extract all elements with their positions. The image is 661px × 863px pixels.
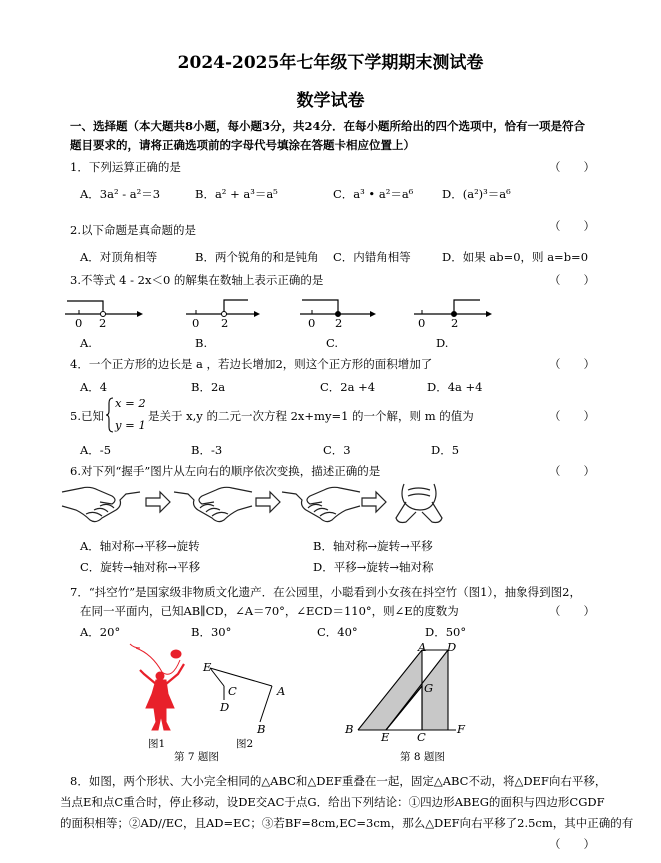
exam-subtitle: 数学试卷 [296,91,365,111]
q5-option-a: A．-5 [80,443,112,457]
q2-option-b: B．两个锐角的和是钝角 [195,250,319,264]
q4-answer-paren: （ ） [549,357,595,371]
q8-triangles-figure [350,644,466,736]
arrow-icon-3 [362,492,386,512]
q7-stem-line1: 7．“抖空竹”是国家级非物质文化遗产．在公园里，小聪看到小女孩在抖空竹（图1），抽象得到图2， [70,585,581,599]
q7-figure-caption: 第 7 题图 [174,751,219,763]
q7-label-b: B [257,722,266,736]
q5-answer-paren: （ ） [549,409,595,423]
q8-stem-line1: 8．如图，两个形状、大小完全相同的△ABC和△DEF重叠在一起，固定△ABC不动，将△DEF向右平移， [70,774,607,788]
exam-title: 2024-2025年七年级下学期期末测试卷 [177,53,484,73]
q6-answer-paren: （ ） [549,464,595,478]
q3-answer-paren: （ ） [549,273,595,287]
q3-option-d: D. [436,336,449,350]
q2-answer-paren: （ ） [549,219,595,233]
q1-option-d: D．(a²)³＝a⁶ [442,187,511,201]
q6-option-b: B．轴对称→旋转→平移 [313,539,433,553]
handshake-icon-3 [282,487,360,521]
q8-label-a: A [418,640,427,654]
q3d-zero-label: 0 [418,316,426,330]
fig2-label: 图2 [236,738,254,750]
q7-label-e: E [203,660,212,674]
q4-option-d: D．4a +4 [427,380,483,394]
q1-option-a: A．3a² - a²＝3 [80,187,161,201]
q3c-zero-label: 0 [308,316,316,330]
q7-option-b: B．30° [191,625,232,639]
diabolo-girl-figure [126,642,202,736]
q7-stem-line2: 在同一平面内，已知AB∥CD，∠A＝70°，∠ECD＝110°，则∠E的度数为 [80,604,459,618]
arrow-icon-1 [146,492,170,512]
q7-geometry-figure [200,658,294,740]
q8-stem-line2: 当点E和点C重合时，停止移动，设DE交AC于点G．给出下列结论：①四边形ABEG的面积与四边形CGDF [60,795,605,809]
q5-option-c: C．3 [323,443,351,457]
q3d-two-label: 2 [451,316,459,330]
q8-label-g: G [424,681,434,695]
handshake-images [60,480,460,528]
handshake-icon-1 [62,487,140,521]
q6-stem: 6.对下列“握手”图片从左向右的顺序依次变换，描述正确的是 [70,464,381,478]
q4-option-a: A．4 [80,380,108,394]
q2-option-d: D．如果 ab=0，则 a=b=0 [442,250,589,264]
q5-equation-y: y = 1 [115,418,146,432]
q5-brace [106,397,114,433]
q5-equation-x: x = 2 [115,396,146,410]
q8-label-e: E [381,730,390,744]
section-instructions-line1: 一、选择题（本大题共8小题，每小题3分，共24分．在每小题所给出的四个选项中，恰有一项是符合 [70,119,586,133]
q8-answer-paren: （ ） [549,837,595,851]
q1-option-b: B．a² + a³＝a⁵ [195,187,278,201]
q6-option-a: A．轴对称→平移→旋转 [80,539,200,553]
q7-label-c: C [228,684,237,698]
q5-stem: 是关于 x,y 的二元一次方程 2x+my=1 的一个解，则 m 的值为 [148,409,474,423]
q2-option-c: C．内错角相等 [333,250,411,264]
q7-option-a: A．20° [80,625,121,639]
q7-label-d: D [220,700,230,714]
q7-option-d: D．50° [425,625,467,639]
q3-option-b: B. [195,336,208,350]
q7-option-c: C．40° [317,625,358,639]
q6-option-c: C．旋转→轴对称→平移 [80,560,201,574]
q8-stem-line3: 的面积相等；②AD//EC，且AD=EC；③若BF=8cm,EC=3cm，那么△DEF向右平移了2.5cm，其中正确的有 [60,816,634,830]
q8-label-b: B [345,722,354,736]
q5-option-d: D．5 [431,443,460,457]
q8-label-d: D [447,640,457,654]
q1-option-c: C．a³ • a²＝a⁶ [333,187,414,201]
q2-stem: 2.以下命题是真命题的是 [70,223,196,237]
q4-option-b: B．2a [191,380,226,394]
q3-option-a: A. [80,336,92,350]
q4-stem: 4．一个正方形的边长是 a ，若边长增加2，则这个正方形的面积增加了 [70,357,433,371]
q3b-zero-label: 0 [192,316,200,330]
q7-label-a: A [277,684,286,698]
q8-figure-caption: 第 8 题图 [400,751,445,763]
q3c-two-label: 2 [335,316,343,330]
q3-option-c: C. [326,336,339,350]
arrow-icon-2 [256,492,280,512]
q4-option-c: C．2a +4 [320,380,376,394]
section-instructions-line2: 题目要求的，请将正确选项前的字母代号填涂在答题卡相应位置上） [70,138,415,152]
q2-option-a: A．对顶角相等 [80,250,158,264]
q6-option-d: D．平移→旋转→轴对称 [313,560,434,574]
handshake-icon-4 [396,484,442,523]
q1-answer-paren: （ ） [549,160,595,174]
q3a-two-label: 2 [99,316,107,330]
q8-label-f: F [457,722,465,736]
handshake-icon-2 [174,487,252,521]
q3b-two-label: 2 [221,316,229,330]
q7-answer-paren: （ ） [549,604,595,618]
fig1-label: 图1 [148,738,166,750]
q3a-zero-label: 0 [75,316,83,330]
q1-stem: 1．下列运算正确的是 [70,160,181,174]
q5-prefix: 5.已知 [70,409,104,423]
q3-stem: 3.不等式 4 - 2x＜0 的解集在数轴上表示正确的是 [70,273,324,287]
q8-label-c: C [417,730,426,744]
q5-option-b: B．-3 [191,443,223,457]
